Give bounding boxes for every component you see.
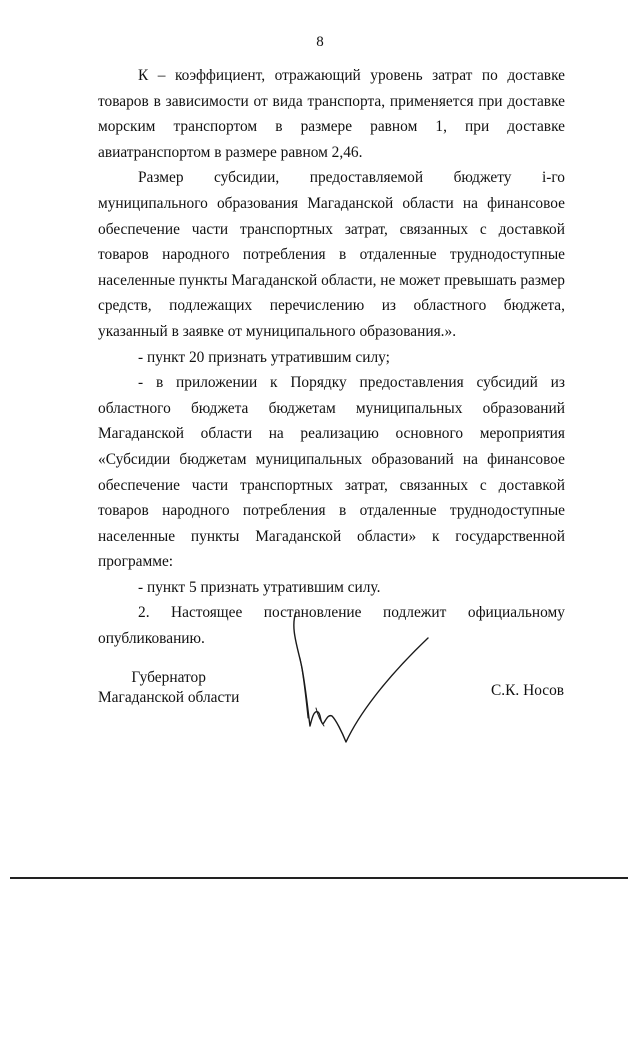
- document-body: [98, 63, 565, 652]
- paragraph-coefficient: К – коэффициент, отражающий уровень затрат по доставке товаров в зависимости от вида транспорта, применяется при доставке морским транспортом в размере равном 1, при доставке авиатранспортом в размере равном 2,46.: [98, 67, 565, 161]
- paragraph-item-5: - пункт 5 признать утратившим силу.: [138, 578, 381, 596]
- handwritten-signature: [288, 608, 438, 754]
- paragraph-subsidy-size: Размер субсидии, предоставляемой бюджету i-го муниципального образования Магаданской области на финансовое обеспечение части транспортных затрат, связанных с доставкой товаров народного потребления в отдаленные труднодоступные населенные пункты Магаданской области, не может превышать размер средств, подлежащих перечислению из областного бюджета, указанный в заявке от муниципального образования.».: [98, 169, 565, 340]
- signatory-title: [98, 668, 239, 708]
- paragraph-appendix: - в приложении к Порядку предоставления субсидий из областного бюджета бюджетам муниципальных образований Магаданской области на реализацию основного мероприятия «Субсидии бюджетам муниципальных образований на финансовое обеспечение части транспортных затрат, связанных с доставкой товаров народного потребления в отдаленные труднодоступные населенные пункты Магаданской области» к государственной программе:: [98, 374, 565, 571]
- page-number: 8: [316, 34, 324, 50]
- bottom-divider: [10, 877, 628, 879]
- signatory-title-line1: Губернатор: [131, 669, 206, 686]
- signatory-name: С.К. Носов: [491, 682, 565, 699]
- paragraph-publication: 2. Настоящее постановление подлежит официальному опубликованию.: [98, 604, 565, 648]
- paragraph-item-20: - пункт 20 признать утратившим силу;: [138, 348, 390, 366]
- signatory-title-line2: Магаданской области: [98, 689, 240, 706]
